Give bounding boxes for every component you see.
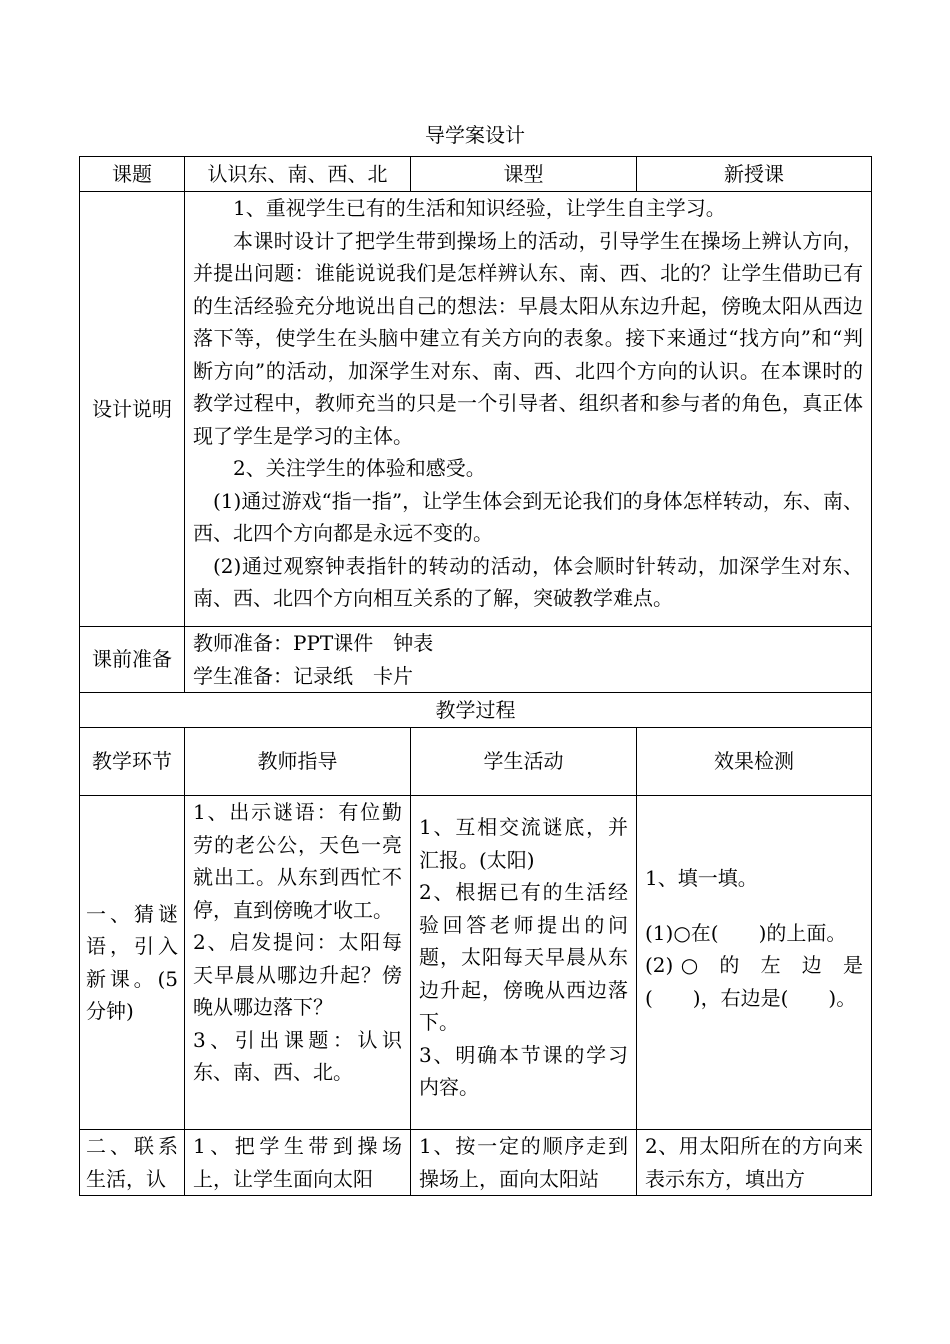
- stage-cell: [80, 796, 185, 1130]
- prep-content: [185, 627, 872, 693]
- student-activity-item: 1、按一定的顺序走到操场上，面向太阳站: [419, 1134, 628, 1191]
- prep-label-text: 课前准备: [92, 647, 172, 672]
- design-paragraph: 本课时设计了把学生带到操场上的活动，引导学生在操场上辨认方向，并提出问题：谁能说说我们是怎样辨认东、南、西、北的？让学生借助已有的生活经验充分地说出自己的想法：早晨太阳从东边升起，傍晚太阳从西边落下等，使学生在头脑中建立有关方向的表象。接下来通过“找方向”和“判断方向”的活动，加深学生对东、南、西、北四个方向的认识。在本课时的教学过程中，教师充当的只是一个引导者、组织者和参与者的角色，真正体现了学生是学习的主体。: [193, 228, 863, 448]
- student-activity-cell: [411, 796, 637, 1130]
- process-title: 教学过程: [80, 693, 872, 728]
- topic-label: 课题: [80, 157, 185, 192]
- teacher-guidance-item: 1、出示谜语：有位勤劳的老公公，天色一亮就出工。从东到西忙不停，直到傍晚才收工。: [193, 800, 402, 922]
- column-header-stage-text: 教学环节: [92, 749, 172, 774]
- effect-check-item: (1)○在( )的上面。: [645, 920, 847, 945]
- design-notes-label: [80, 192, 185, 627]
- effect-check-cell: [637, 796, 872, 1130]
- teacher-guidance-item: 3、引出课题：认识东、南、西、北。: [193, 1027, 402, 1084]
- topic-value: 认识东、南、西、北: [185, 157, 411, 192]
- design-notes-label-text: 设计说明: [92, 396, 172, 421]
- student-activity-item: 1、互相交流谜底，并汇报。(太阳): [419, 815, 628, 872]
- teacher-guidance-cell: [185, 1130, 411, 1196]
- teacher-guidance-item: 1、把学生带到操场上，让学生面向太阳: [193, 1134, 402, 1191]
- column-header-check: 效果检测: [637, 728, 872, 796]
- student-activity-item: 3、明确本节课的学习内容。: [419, 1042, 628, 1099]
- design-notes-content: [185, 192, 872, 627]
- student-activity-cell: [411, 1130, 637, 1196]
- document-title: 导学案设计: [425, 123, 525, 147]
- design-paragraph: (2)通过观察钟表指针的转动的活动，体会顺时针转动，加深学生对东、南、西、北四个方向相互关系的了解，突破教学难点。: [193, 553, 863, 610]
- lesson-plan-table: [79, 156, 872, 1196]
- teacher-guidance-cell: [185, 796, 411, 1130]
- column-header-teacher: 教师指导: [185, 728, 411, 796]
- prep-label: [80, 627, 185, 693]
- column-header-stage: [80, 728, 185, 796]
- stage-cell: [80, 1130, 185, 1196]
- teacher-prep: 教师准备：PPT课件 钟表: [193, 631, 434, 655]
- stage-text: 一、猜谜语，引入新课。(5分钟): [86, 901, 178, 1023]
- student-activity-item: 2、根据已有的生活经验回答老师提出的问题，太阳每天早晨从东边升起，傍晚从西边落下。: [419, 880, 628, 1034]
- teacher-guidance-item: 2、启发提问：太阳每天早晨从哪边升起？傍晚从哪边落下？: [193, 930, 402, 1019]
- stage-text: 二、联系生活，认: [86, 1134, 178, 1191]
- student-prep: 学生准备：记录纸 卡片: [193, 663, 413, 688]
- lesson-type-label: 课型: [411, 157, 637, 192]
- effect-check-item: (2)○ 的 左 边 是 ( )，右边是( )。: [645, 953, 863, 1010]
- design-paragraph: (1)通过游戏“指一指”，让学生体会到无论我们的身体怎样转动，东、南、西、北四个方向都是永远不变的。: [193, 488, 863, 545]
- effect-check-item: 1、填一填。: [645, 866, 758, 890]
- column-header-student: 学生活动: [411, 728, 637, 796]
- design-paragraph: 2、关注学生的体验和感受。: [233, 456, 486, 480]
- design-paragraph: 1、重视学生已有的生活和知识经验，让学生自主学习。: [233, 196, 726, 220]
- lesson-type-value: 新授课: [637, 157, 872, 192]
- effect-check-item: 2、用太阳所在的方向来表示东方，填出方: [645, 1134, 863, 1191]
- effect-check-cell: [637, 1130, 872, 1196]
